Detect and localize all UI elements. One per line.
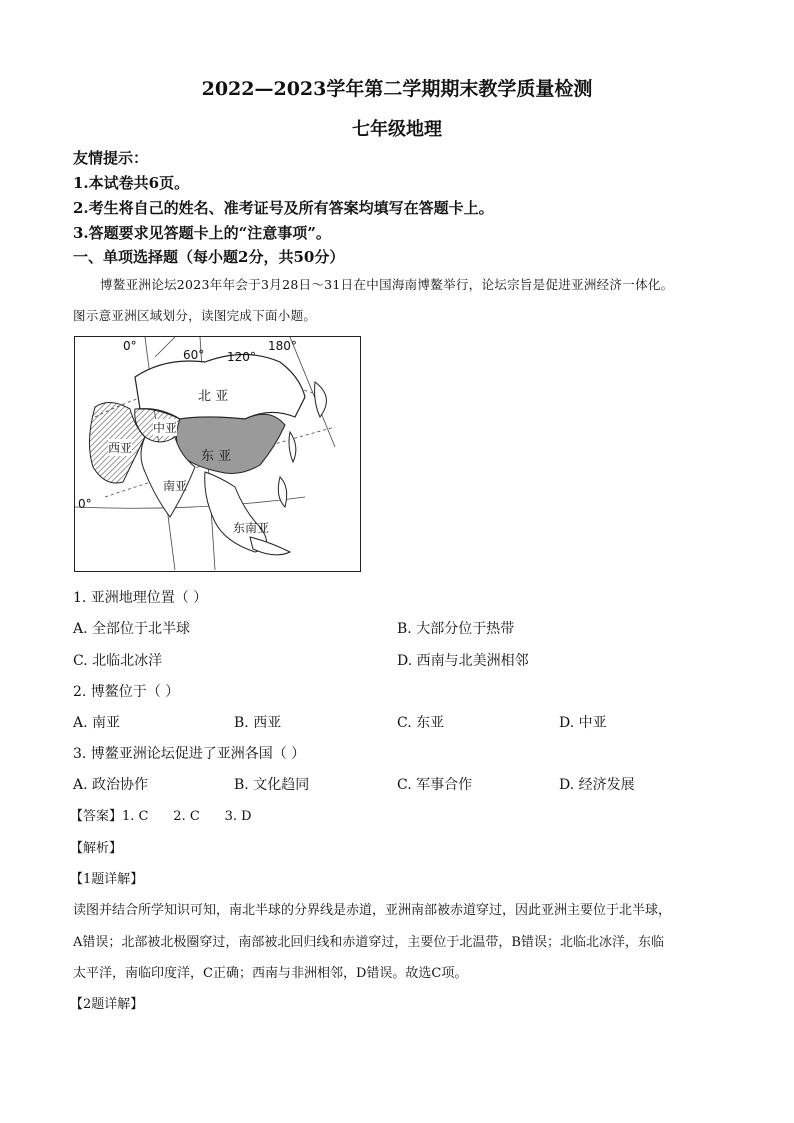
map-label-west-asia: 西亚 [108,441,133,455]
map-label-lat0: 0° [78,497,92,511]
asia-region-map [74,336,361,572]
q1-detail-tag: 【1题详解】 [70,872,144,887]
map-label-south-asia: 南亚 [163,479,188,493]
question-3-option-c: C. 军事合作 [397,777,473,793]
question-3-option-d: D. 经济发展 [559,777,635,793]
passage-line-2: 图示意亚洲区域划分，读图完成下面小题。 [73,308,317,323]
question-2-option-c: C. 东亚 [397,715,445,731]
map-label-southeast-asia: 东南亚 [233,521,270,535]
map-label-lon180: 180° [268,339,297,353]
q1-detail-line-3: 太平洋，南临印度洋，C正确；西南与非洲相邻，D错误。故选C项。 [73,966,468,981]
answer-values: 1. C 2. C 3. D [122,809,252,824]
map-label-lon60: 60° [183,348,205,362]
question-1-stem: 1. 亚洲地理位置（ ） [73,590,208,606]
question-3-option-b: B. 文化趋同 [234,777,310,793]
q1-detail-line-2: A错误；北部被北极圈穿过，南部被北回归线和赤道穿过，主要位于北温带，B错误；北临北冰洋，东临 [73,935,664,950]
question-1-option-b: B. 大部分位于热带 [397,621,515,637]
question-1-option-d: D. 西南与北美洲相邻 [397,653,529,669]
question-3-stem: 3. 博鳌亚洲论坛促进了亚洲各国（ ） [73,746,306,762]
q2-detail-tag: 【2题详解】 [70,997,144,1012]
passage-line-1: 博鳌亚洲论坛2023年年会于3月28日～31日在中国海南博鳌举行，论坛宗旨是促进亚洲经济一体化。 [100,277,674,292]
question-3-option-a: A. 政治协作 [73,777,149,793]
exam-title: 2022—2023学年第二学期期末教学质量检测 [201,78,593,100]
q1-detail-line-1: 读图并结合所学知识可知，南北半球的分界线是赤道，亚洲南部被赤道穿过，因此亚洲主要位于北半球， [73,903,672,918]
map-label-lon0: 0° [123,339,137,353]
map-label-north-asia: 北 亚 [198,389,229,404]
tip-item-1: 1.本试卷共6页。 [73,174,190,192]
question-2-option-b: B. 西亚 [234,715,282,731]
exam-subtitle: 七年级地理 [352,119,442,140]
tips-heading: 友情提示： [73,149,149,167]
map-label-lon120: 120° [227,350,256,364]
question-1-option-a: A. 全部位于北半球 [73,621,191,637]
tip-item-2: 2.考生将自己的姓名、准考证号及所有答案均填写在答题卡上。 [73,199,494,217]
answer-line [70,805,252,824]
map-label-east-asia: 东 亚 [201,449,232,464]
question-2-option-a: A. 南亚 [73,715,121,731]
answer-tag: 【答案】 [70,809,123,824]
section-heading: 一、单项选择题（每小题2分，共50分） [73,248,345,266]
tip-item-3: 3.答题要求见答题卡上的“注意事项”。 [73,224,331,242]
map-label-central-asia: 中亚 [153,421,178,435]
analysis-tag: 【解析】 [70,841,123,856]
question-2-stem: 2. 博鳌位于（ ） [73,684,180,700]
question-2-option-d: D. 中亚 [559,715,607,731]
question-1-option-c: C. 北临北冰洋 [73,653,163,669]
